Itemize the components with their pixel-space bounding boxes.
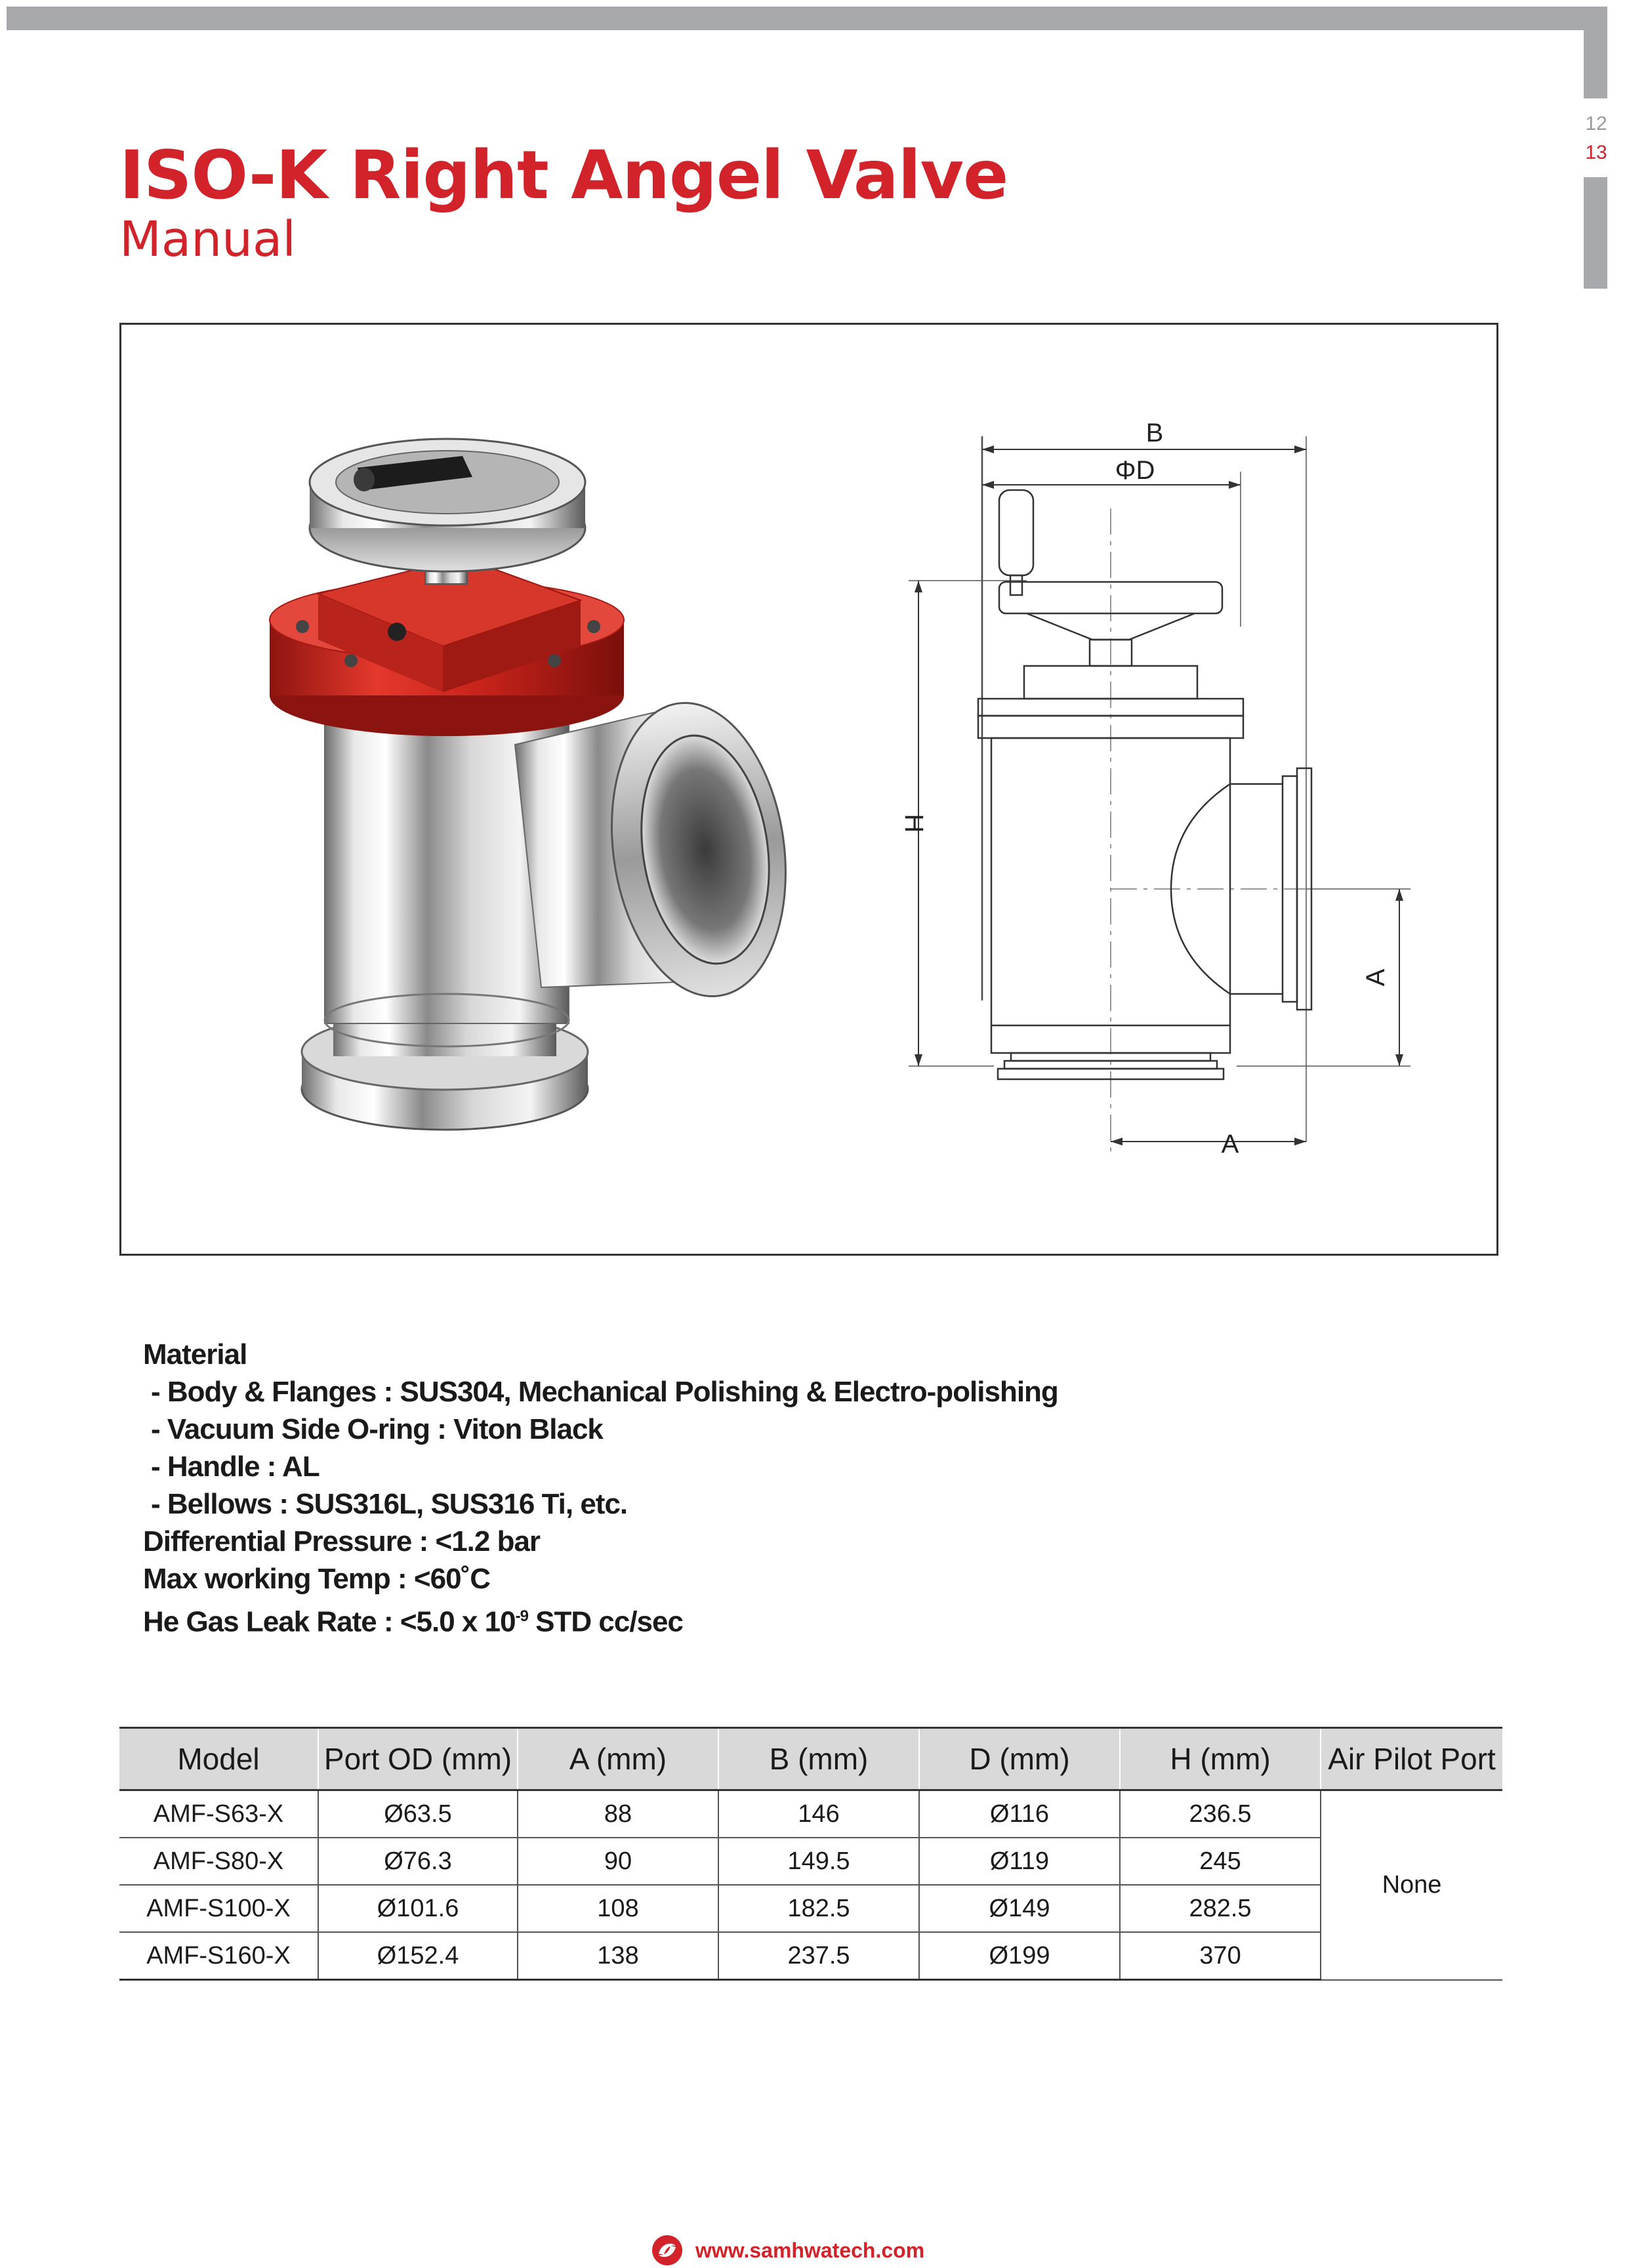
dim-label-h: H bbox=[899, 814, 928, 833]
cell-b: 146 bbox=[718, 1790, 919, 1838]
table-row bbox=[119, 1885, 1502, 1932]
cell-a: 108 bbox=[518, 1885, 718, 1932]
cell-model: AMF-S100-X bbox=[119, 1885, 318, 1932]
cell-h: 236.5 bbox=[1120, 1790, 1321, 1838]
dim-label-a-side: A bbox=[1361, 968, 1390, 987]
dim-label-b: B bbox=[1145, 419, 1164, 447]
cell-model: AMF-S80-X bbox=[119, 1838, 318, 1885]
technical-drawing bbox=[909, 436, 1411, 1151]
col-header-b: B (mm) bbox=[718, 1728, 919, 1790]
cell-h: 370 bbox=[1120, 1932, 1321, 1980]
col-header-a: A (mm) bbox=[518, 1728, 718, 1790]
cell-d: Ø149 bbox=[919, 1885, 1120, 1932]
cell-d: Ø119 bbox=[919, 1838, 1120, 1885]
specifications bbox=[143, 1336, 1058, 1641]
cell-port-od: Ø152.4 bbox=[318, 1932, 518, 1980]
samhwa-logo-icon bbox=[651, 2234, 684, 2267]
dim-label-a-bottom: A bbox=[1221, 1130, 1239, 1159]
leak-exponent: -9 bbox=[515, 1607, 528, 1625]
valve-photo bbox=[270, 439, 804, 1130]
cell-h: 282.5 bbox=[1120, 1885, 1321, 1932]
cell-d: Ø116 bbox=[919, 1790, 1120, 1838]
spec-oring: - Vacuum Side O-ring : Viton Black bbox=[151, 1413, 603, 1445]
spec-bellows: - Bellows : SUS316L, SUS316 Ti, etc. bbox=[151, 1488, 628, 1520]
col-header-air-pilot: Air Pilot Port bbox=[1321, 1728, 1502, 1790]
spec-body-flanges: - Body & Flanges : SUS304, Mechanical Polishing & Electro-polishing bbox=[151, 1376, 1058, 1408]
page-title: ISO-K Right Angel Valve bbox=[119, 136, 1008, 215]
table-row bbox=[119, 1790, 1502, 1838]
spec-diff-pressure: Differential Pressure : <1.2 bar bbox=[143, 1525, 541, 1557]
side-tab-lower bbox=[1584, 177, 1607, 289]
cell-port-od: Ø76.3 bbox=[318, 1838, 518, 1885]
cell-air-pilot: None bbox=[1321, 1790, 1502, 1980]
cell-b: 237.5 bbox=[718, 1932, 919, 1980]
col-header-port-od: Port OD (mm) bbox=[318, 1728, 518, 1790]
cell-d: Ø199 bbox=[919, 1932, 1120, 1980]
page-subtitle: Manual bbox=[119, 211, 296, 268]
cell-a: 90 bbox=[518, 1838, 718, 1885]
cell-model: AMF-S63-X bbox=[119, 1790, 318, 1838]
col-header-h: H (mm) bbox=[1120, 1728, 1321, 1790]
footer bbox=[651, 2233, 924, 2267]
cell-b: 149.5 bbox=[718, 1838, 919, 1885]
cell-port-od: Ø101.6 bbox=[318, 1885, 518, 1932]
table-header-row bbox=[119, 1728, 1502, 1790]
leak-prefix: He Gas Leak Rate : <5.0 x 10 bbox=[143, 1605, 516, 1638]
table-row bbox=[119, 1932, 1502, 1980]
dim-label-d: ΦD bbox=[1115, 456, 1155, 485]
spec-max-temp: Max working Temp : <60˚C bbox=[143, 1563, 490, 1595]
side-tab-upper bbox=[1584, 7, 1607, 98]
spec-handle: - Handle : AL bbox=[151, 1451, 319, 1483]
top-bar bbox=[7, 7, 1607, 30]
spec-table bbox=[119, 1727, 1502, 1981]
cell-a: 138 bbox=[518, 1932, 718, 1980]
col-header-model: Model bbox=[119, 1728, 318, 1790]
figure-canvas bbox=[121, 325, 1500, 1258]
dimension-arrows bbox=[915, 445, 1403, 1145]
col-header-d: D (mm) bbox=[919, 1728, 1120, 1790]
page-number-right: 13 bbox=[1585, 142, 1607, 163]
leak-suffix: STD cc/sec bbox=[527, 1605, 683, 1638]
cell-b: 182.5 bbox=[718, 1885, 919, 1932]
cell-h: 245 bbox=[1120, 1838, 1321, 1885]
cell-port-od: Ø63.5 bbox=[318, 1790, 518, 1838]
material-heading: Material bbox=[143, 1338, 247, 1371]
cell-model: AMF-S160-X bbox=[119, 1932, 318, 1980]
spec-leak-rate bbox=[143, 1598, 1058, 1641]
table-row bbox=[119, 1838, 1502, 1885]
cell-a: 88 bbox=[518, 1790, 718, 1838]
figure-box bbox=[119, 323, 1498, 1256]
page-number-left: 12 bbox=[1585, 113, 1607, 134]
website-link[interactable]: www.samhwatech.com bbox=[695, 2238, 925, 2262]
